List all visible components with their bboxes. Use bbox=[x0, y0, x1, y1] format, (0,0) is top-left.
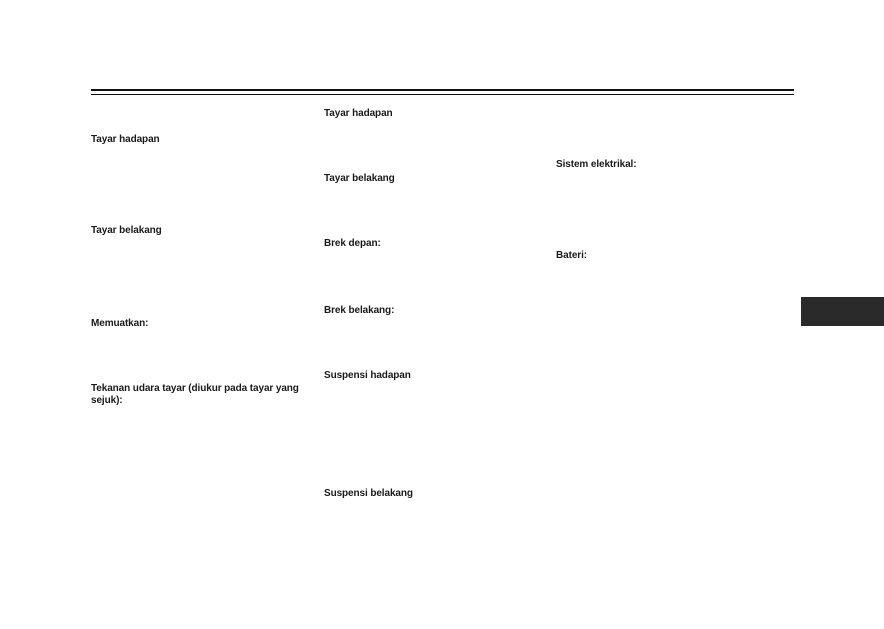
heading-loading: Memuatkan: bbox=[91, 318, 149, 329]
heading-front-tyre-col1: Tayar hadapan bbox=[91, 134, 160, 145]
heading-tyre-pressure: Tekanan udara tayar (diukur pada tayar yang sejuk): bbox=[91, 383, 299, 406]
heading-rear-brake: Brek belakang: bbox=[324, 305, 395, 316]
heading-electrical-system: Sistem elektrikal: bbox=[556, 159, 637, 170]
heading-battery: Bateri: bbox=[556, 250, 587, 261]
heading-rear-tyre-col2: Tayar belakang bbox=[324, 173, 395, 184]
header-rule-thin bbox=[91, 94, 794, 95]
chapter-side-tab bbox=[801, 297, 884, 326]
heading-front-brake: Brek depan: bbox=[324, 238, 381, 249]
heading-rear-tyre-col1: Tayar belakang bbox=[91, 225, 162, 236]
heading-front-tyre-col2: Tayar hadapan bbox=[324, 108, 393, 119]
header-rule-thick bbox=[91, 89, 794, 91]
heading-front-suspension: Suspensi hadapan bbox=[324, 370, 411, 381]
heading-rear-suspension: Suspensi belakang bbox=[324, 488, 413, 499]
